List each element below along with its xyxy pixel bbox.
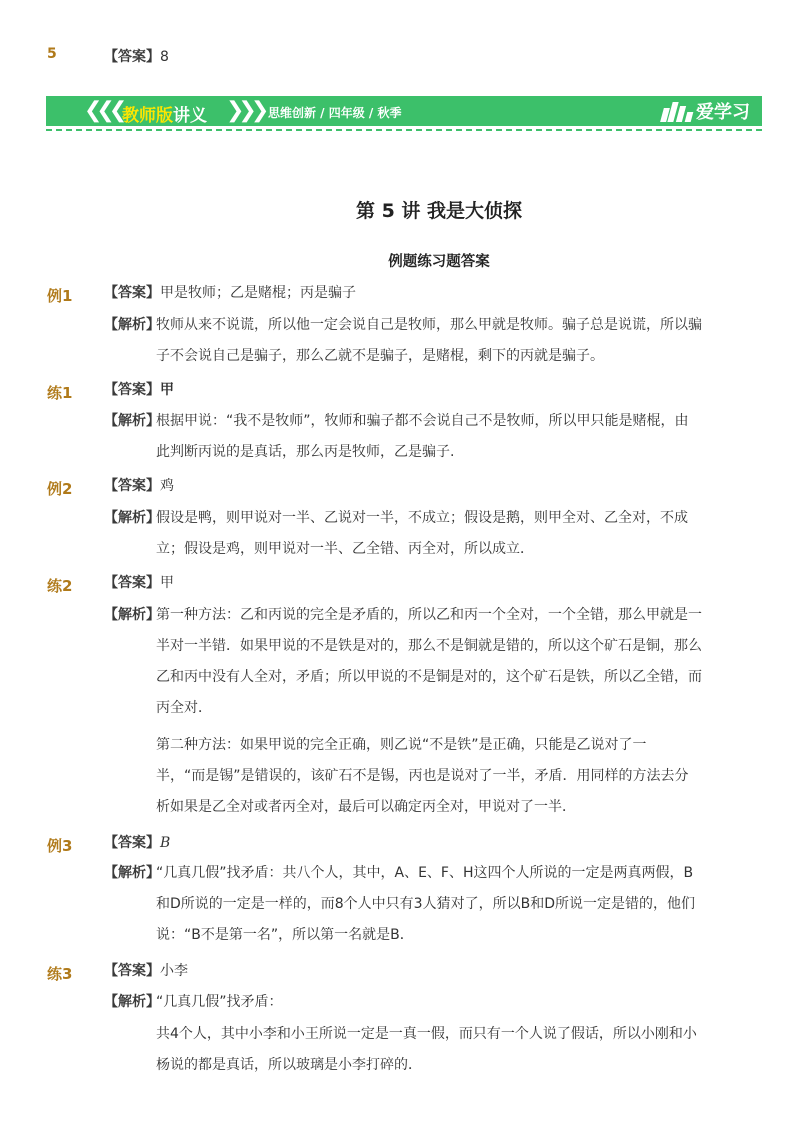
item-analysis: 根据甲说：“我不是牧师”，牧师和骗子都不会说自己不是牧师，所以甲只能是赌棍，由 此判断丙说的是真话，那么丙是牧师，乙是骗子. xyxy=(156,413,689,460)
item-analysis: 假设是鸭，则甲说对一半、乙说对一半，不成立；假设是鹅，则甲全对、乙全对，不成 立；假设是鸡，则甲说对一半、乙全错、丙全对，所以成立． xyxy=(156,510,688,557)
logo-mark-icon xyxy=(660,100,692,122)
banner-title: 教师版讲义 xyxy=(122,106,207,126)
analysis-label: 【解析】 xyxy=(104,865,160,881)
item-answer: 【答案】甲是牧师；乙是赌棍；丙是骗子 xyxy=(104,285,356,301)
analysis-label: 【解析】 xyxy=(104,317,160,333)
banner-divider xyxy=(46,129,762,131)
item-analysis: 牧师从来不说谎，所以他一定会说自己是牧师，那么甲就是牧师。骗子总是说谎，所以骗 子不会说自己是骗子，那么乙就不是骗子，是赌棍，剩下的丙就是骗子。 xyxy=(156,317,702,364)
item-analysis-detail: 共4个人，其中小李和小王所说一定是一真一假，而只有一个人说了假话，所以小刚和小 杨说的都是真话，所以玻璃是小李打碎的． xyxy=(156,1026,697,1073)
section-title: 例题练习题答案 xyxy=(388,254,490,270)
item-analysis: 第一种方法：乙和丙说的完全是矛盾的，所以乙和丙一个全对，一个全错，那么甲就是一 半对一半错．如果甲说的不是铁是对的，那么不是铜就是错的，所以这个矿石是铜，那么 乙和丙中没有人全对，矛盾；所以甲说的不是铜是对的，这个矿石是铁，所以乙全错，而 丙全对． xyxy=(156,607,702,716)
item-tag: 例3 xyxy=(47,837,73,855)
answer-value: 8 xyxy=(160,49,169,65)
analysis-label: 【解析】 xyxy=(104,413,160,429)
item-tag: 例1 xyxy=(47,287,73,305)
brand-name: 爱学习 xyxy=(696,102,750,123)
header-banner xyxy=(46,96,762,126)
banner-subtitle: 思维创新 / 四年级 / 秋季 xyxy=(268,106,402,120)
chevron-left-icon: ❮❮❮ xyxy=(84,98,122,123)
analysis-label: 【解析】 xyxy=(104,994,160,1010)
item-tag: 例2 xyxy=(47,480,73,498)
item-analysis: “几真几假”找矛盾： xyxy=(156,994,283,1010)
top-answer xyxy=(104,46,169,66)
analysis-label: 【解析】 xyxy=(104,510,160,526)
item-answer: 【答案】鸡 xyxy=(104,478,174,494)
item-answer: 【答案】甲 xyxy=(104,382,174,398)
brand-logo xyxy=(660,99,750,123)
item-tag: 练1 xyxy=(47,384,73,402)
item-tag: 练2 xyxy=(47,577,73,595)
lecture-title: 第 5 讲 我是大侦探 xyxy=(355,200,523,222)
item-answer: 【答案】B xyxy=(104,835,171,851)
item-tag: 练3 xyxy=(47,965,73,983)
answer-label: 【答案】 xyxy=(104,49,160,65)
item-analysis: “几真几假”找矛盾：共八个人，其中，A、E、F、H这四个人所说的一定是两真两假，B 和D所说的一定是一样的，而8个人中只有3人猜对了，所以B和D所说一定是错的，他们 说：“B不是第一名”，所以第一名就是B． xyxy=(156,865,695,943)
chevron-right-icon: ❯❯❯ xyxy=(226,98,264,123)
item-analysis-method2: 第二种方法：如果甲说的完全正确，则乙说“不是铁”是正确，只能是乙说对了一 半，“而是锡”是错误的，该矿石不是锡，丙也是说对了一半，矛盾．用同样的方法去分 析如果是乙全对或者丙全对，最后可以确定丙全对，甲说对了一半． xyxy=(156,737,689,815)
item-answer: 【答案】甲 xyxy=(104,575,174,591)
analysis-label: 【解析】 xyxy=(104,607,160,623)
item-answer: 【答案】小李 xyxy=(104,963,188,979)
page-number: 5 xyxy=(47,46,57,62)
